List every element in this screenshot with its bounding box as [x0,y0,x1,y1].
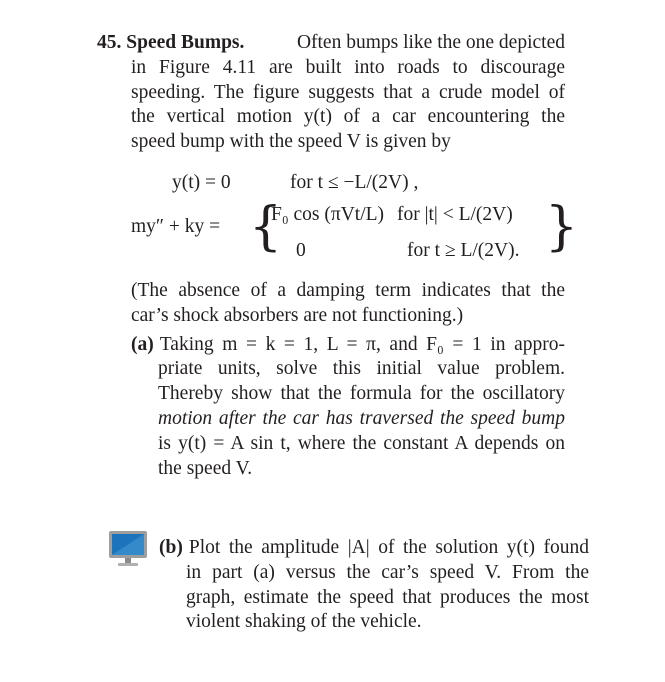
intro-line-4: speed bump with the speed V is given by [131,131,451,152]
part-b-line-2: graph, estimate the speed that produces the most [186,587,589,608]
right-brace: } [545,197,579,257]
left-brace: { [249,197,283,257]
part-b-label: (b) [159,537,183,558]
problem-header-line [97,31,565,55]
part-b-line-3: violent shaking of the vehicle. [186,611,422,632]
note-line-0: (The absence of a damping term indicates that the [131,280,565,301]
part-a-line-2: Thereby show that the formula for the oscillatory [158,383,565,404]
part-a-line-4: is y(t) = A sin t, where the constant A depends on [158,433,565,454]
equation-1-lhs: y(t) = 0 [172,172,231,193]
case-2-condition: for t ≥ L/(2V). [407,240,520,261]
problem-number: 45. [97,32,122,53]
part-a-label: (a) [131,334,154,355]
intro-line-1: in Figure 4.11 are built into roads to discourage [131,57,565,78]
intro-line-2: speeding. The figure suggests that a crude model of [131,82,565,103]
computer-monitor-icon [108,530,148,570]
intro-line-3: the vertical motion y(t) of a car encountering the [131,106,565,127]
case-2-expression: 0 [296,240,306,261]
part-b-line-1: in part (a) versus the car’s speed V. From the [186,562,589,583]
case-1-condition: for |t| < L/(2V) [397,204,513,225]
part-a-line-5: the speed V. [158,458,253,479]
case-1-expression: F₀ cos (πVt/L) [271,204,385,225]
equation-2-lhs: my″ + ky = [131,216,221,237]
intro-line-0: Often bumps like the one depicted [296,32,565,53]
note-line-1: car’s shock absorbers are not functioning.) [131,305,464,326]
part-a-line-3: motion after the car has traversed the speed bump [158,408,565,429]
part-a-line-0: (a) Taking m = k = 1, L = π, and F₀ = 1 in appro- [131,334,565,355]
part-a-line-1: priate units, solve this initial value problem. [158,358,565,379]
equation-1-condition: for t ≤ −L/(2V) , [290,172,419,193]
part-b-line-0: (b) Plot the amplitude |A| of the solution y(t) found [159,537,589,558]
problem-title: Speed Bumps. [126,32,245,53]
